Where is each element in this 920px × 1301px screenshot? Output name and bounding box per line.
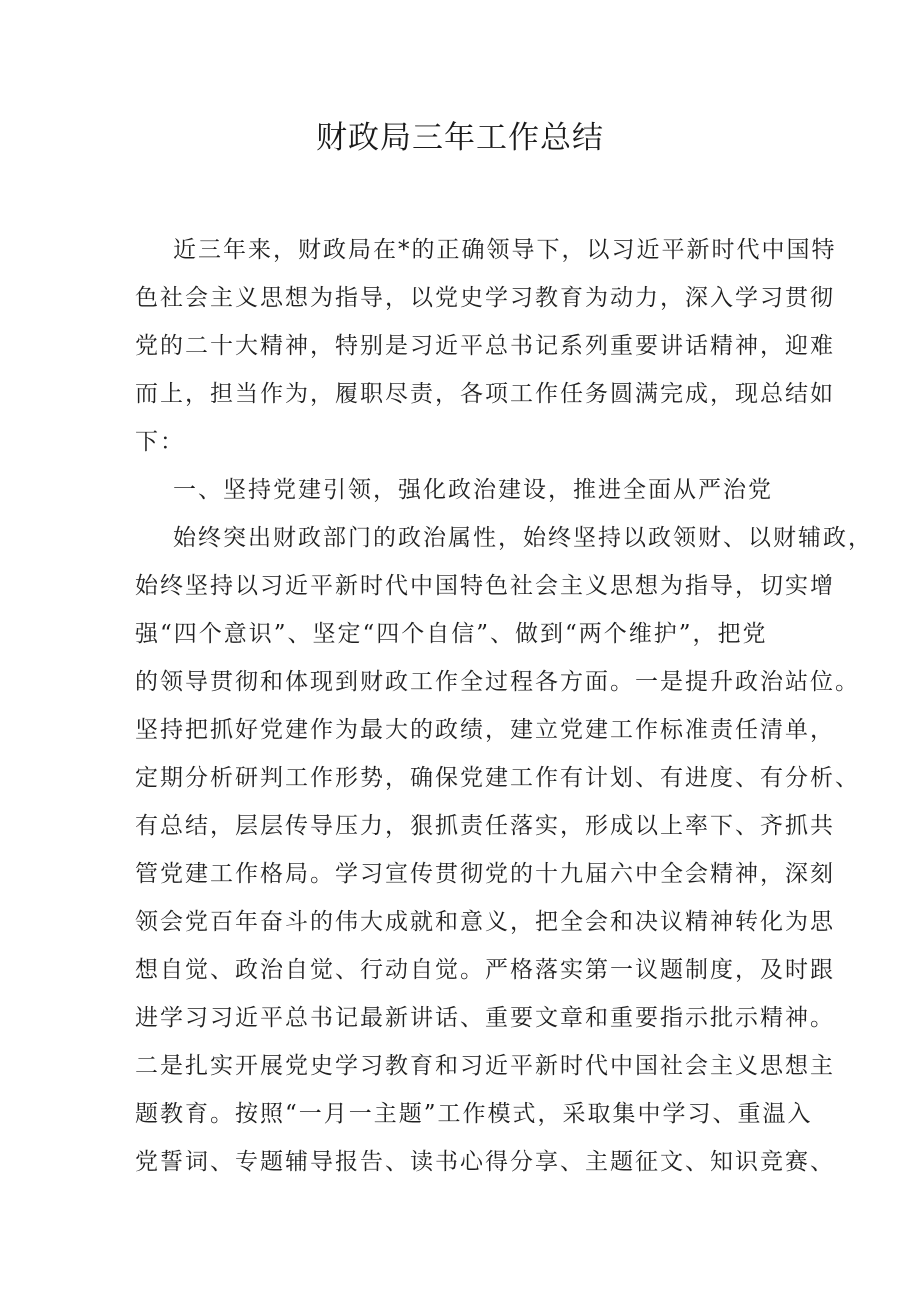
paragraph-line: 有总结，层层传导压力，狠抓责任落实，形成以上率下、齐抓共 xyxy=(135,813,835,839)
document-title: 财政局三年工作总结 xyxy=(316,120,604,156)
paragraph-line: 管党建工作格局。学习宣传贯彻党的十九届六中全会精神，深刻 xyxy=(135,861,835,887)
paragraph-line: 党的二十大精神，特别是习近平总书记系列重要讲话精神，迎难 xyxy=(135,333,835,359)
paragraph-line: 定期分析研判工作形势，确保党建工作有计划、有进度、有分析、 xyxy=(135,765,860,791)
paragraph-line: 色社会主义思想为指导，以党史学习教育为动力，深入学习贯彻 xyxy=(135,285,835,311)
section-heading: 一、坚持党建引领，强化政治建设，推进全面从严治党 xyxy=(173,477,773,503)
paragraph-line: 党誓词、专题辅导报告、读书心得分享、主题征文、知识竞赛、 xyxy=(135,1149,835,1175)
paragraph-line: 进学习习近平总书记最新讲话、重要文章和重要指示批示精神。 xyxy=(135,1005,835,1031)
paragraph-line: 而上，担当作为，履职尽责，各项工作任务圆满完成，现总结如 xyxy=(135,381,835,407)
paragraph-line: 的领导贯彻和体现到财政工作全过程各方面。一是提升政治站位。 xyxy=(135,669,860,695)
paragraph-line: 近三年来，财政局在*的正确领导下，以习近平新时代中国特 xyxy=(173,237,837,263)
paragraph-line: 始终突出财政部门的政治属性，始终坚持以政领财、以财辅政， xyxy=(173,525,873,551)
paragraph-line: 强“四个意识”、坚定“四个自信”、做到“两个维护”，把党 xyxy=(135,621,768,647)
paragraph-line: 领会党百年奋斗的伟大成就和意义，把全会和决议精神转化为思 xyxy=(135,909,835,935)
paragraph-line: 二是扎实开展党史学习教育和习近平新时代中国社会主义思想主 xyxy=(135,1053,835,1079)
paragraph-line: 题教育。按照“一月一主题”工作模式，采取集中学习、重温入 xyxy=(135,1101,813,1127)
paragraph-line: 坚持把抓好党建作为最大的政绩，建立党建工作标准责任清单， xyxy=(135,717,835,743)
paragraph-line: 始终坚持以习近平新时代中国特色社会主义思想为指导，切实增 xyxy=(135,573,835,599)
document-body xyxy=(135,226,873,1186)
paragraph-line: 想自觉、政治自觉、行动自觉。严格落实第一议题制度，及时跟 xyxy=(135,957,835,983)
paragraph-line: 下： xyxy=(135,429,185,455)
